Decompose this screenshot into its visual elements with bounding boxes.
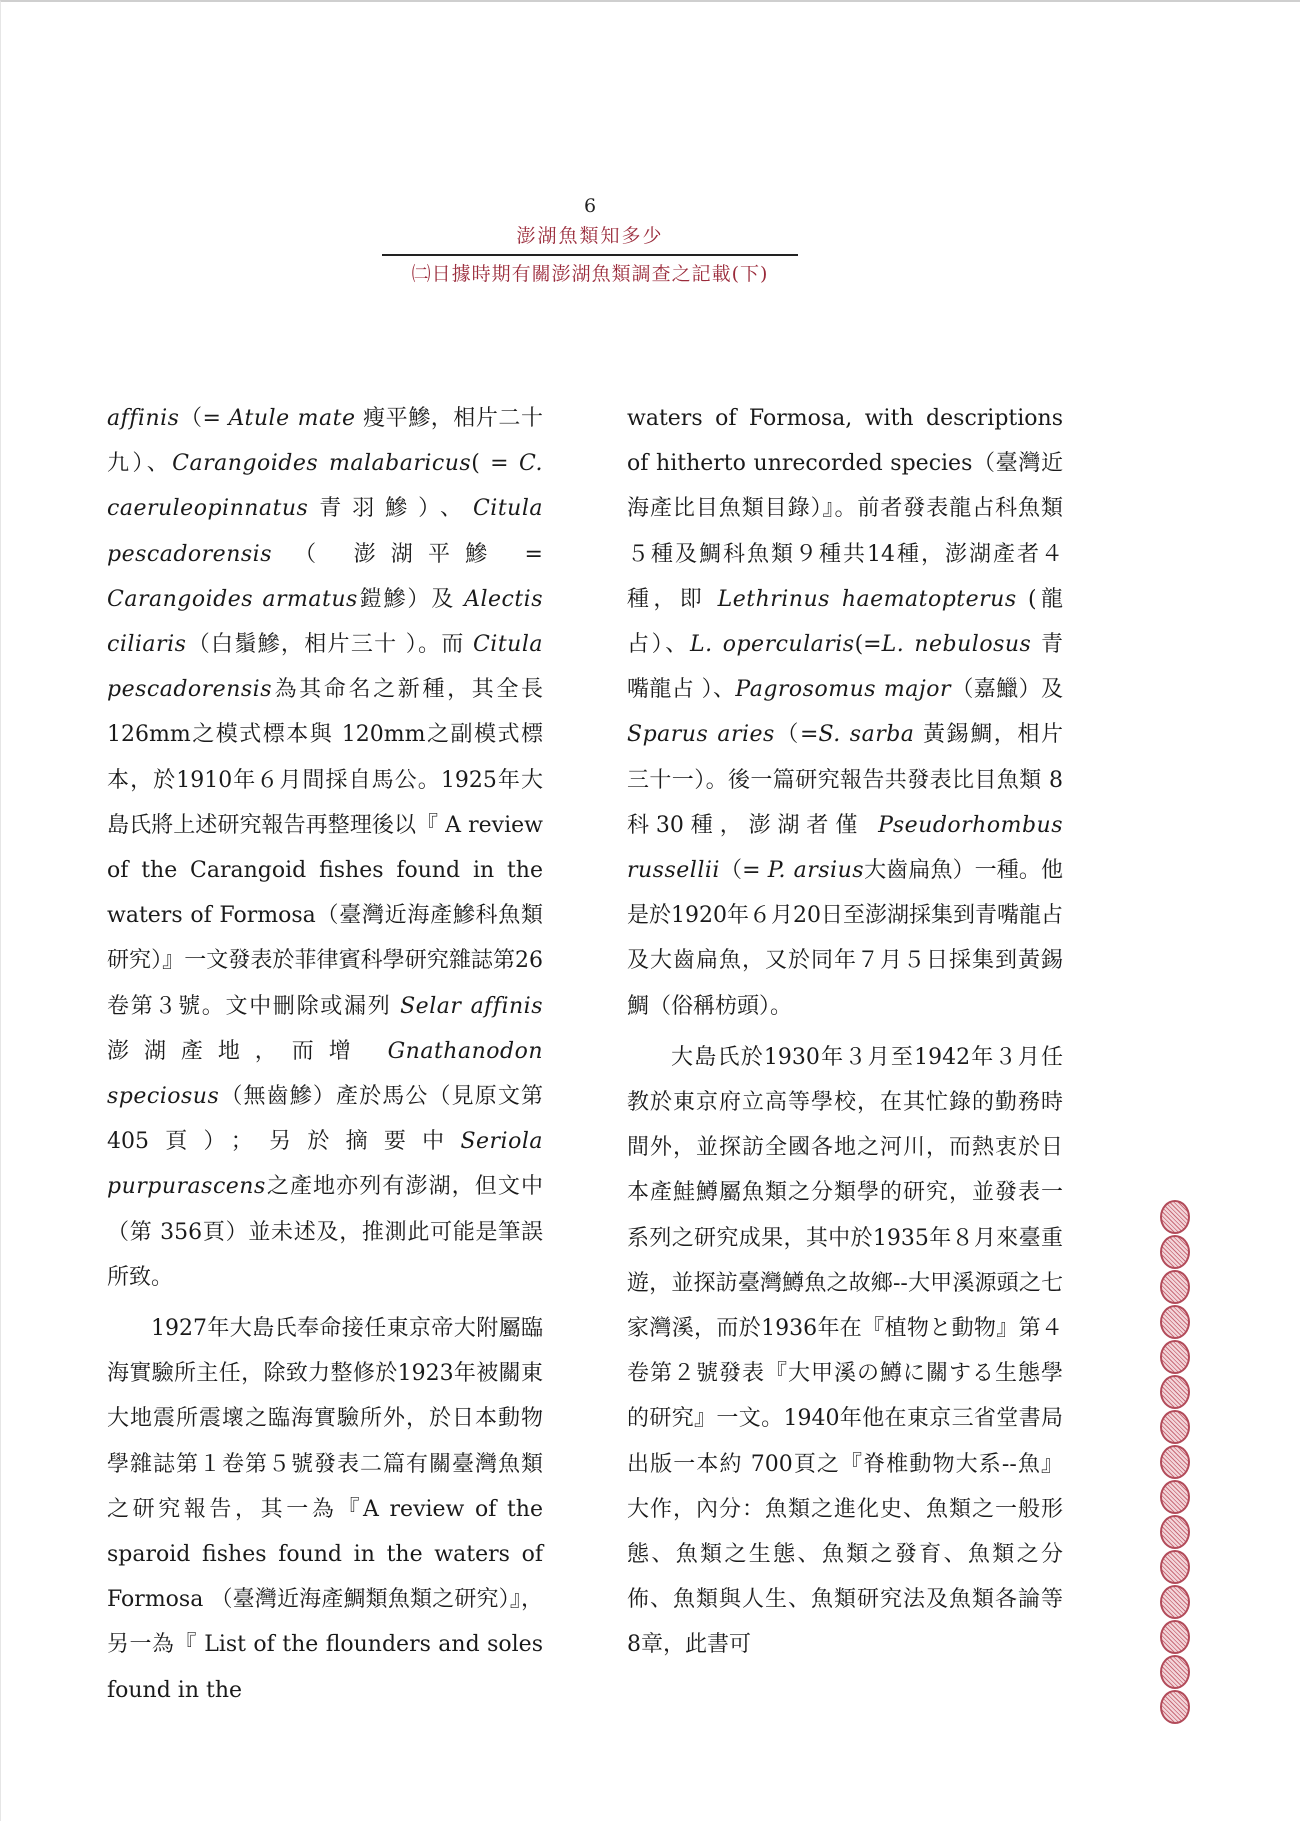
species-name: affinis xyxy=(107,406,180,431)
text-run: （無齒鰺）產於馬公（見原文第 405頁）；另於摘要中 xyxy=(107,1084,543,1155)
species-name: Carangoides armatus xyxy=(107,586,358,612)
species-name: C. caeruleopinnatus xyxy=(107,451,543,522)
seal-icon xyxy=(1160,1235,1190,1269)
species-name: L. nebulosus xyxy=(881,632,1032,658)
species-name: Sparus aries xyxy=(627,722,775,748)
seal-icon xyxy=(1160,1200,1190,1234)
header-divider xyxy=(382,254,798,256)
species-name: Alectis ciliaris xyxy=(107,586,543,658)
species-name: Carangoides malabaricus xyxy=(172,451,472,477)
left-column xyxy=(107,396,543,1713)
seal-icon xyxy=(1160,1585,1190,1619)
text-run: waters of Formosa, with descriptions of hitherto unrecorded species（臺灣近海產比目魚類目錄）』。前者發表龍占科魚類５種及鯛科魚類９種共14種，澎湖產者４種，即 xyxy=(627,406,1063,612)
page-header xyxy=(380,192,800,288)
species-name: Selar affinis xyxy=(400,993,543,1019)
book-title: 澎湖魚類知多少 xyxy=(516,225,664,247)
text-run: （= xyxy=(719,858,768,884)
species-name: Pagrosomus major xyxy=(735,677,951,703)
paragraph xyxy=(107,396,543,1300)
text-run: 之產地亦列有澎湖，但文中（第 356頁）並未述及，推測此可能是筆誤所致。 xyxy=(107,1174,543,1290)
text-run: （白鬚鰺，相片三十 ）。而 xyxy=(186,632,473,658)
text-run: （ 澎湖平鰺 = xyxy=(271,541,543,567)
text-run: （嘉鱲）及 xyxy=(951,677,1063,703)
seal-icon xyxy=(1160,1445,1190,1479)
text-run: （= xyxy=(774,722,819,748)
species-name: Seriola purpurascens xyxy=(107,1129,543,1200)
species-name: Gnathanodon speciosus xyxy=(107,1038,543,1110)
section-title: ㈡日據時期有關澎湖魚類調查之記載(下) xyxy=(411,263,769,285)
right-column xyxy=(627,396,1063,1668)
text-run: ( = xyxy=(471,451,519,477)
species-name: S. sarba xyxy=(818,722,915,748)
species-name: L. opercularis xyxy=(689,632,855,658)
seal-stamp-strip xyxy=(1160,1200,1194,1725)
species-name: Atule mate xyxy=(228,406,356,431)
seal-icon xyxy=(1160,1655,1190,1689)
text-run: 黃錫鯛，相片三十一）。後一篇研究報告共發表比目魚類 8科30種，澎湖者僅 xyxy=(627,722,1063,838)
species-name: P. arsius xyxy=(767,858,865,884)
species-name: Citula pescadorensis xyxy=(107,496,543,567)
seal-icon xyxy=(1160,1375,1190,1409)
text-run: 瘦平鰺，相片二十九）、 xyxy=(107,406,543,477)
seal-icon xyxy=(1160,1550,1190,1584)
text-run: （= xyxy=(179,406,229,431)
text-run: 青嘴龍占 ）、 xyxy=(627,632,1063,703)
text-run: 為其命名之新種，其全長 126mm之模式標本與 120mm之副模式標本，於1910年６月間採自馬公。1925年大島氏將上述研究報告再整理後以『 A review of the Carangoid fishes found in the waters of Formosa（臺灣近海產鰺科魚類研究）』一文發表於菲律賓科學研究雜誌第26卷第３號。文中刪除或漏列 xyxy=(107,677,543,1019)
seal-icon xyxy=(1160,1305,1190,1339)
page-number: 6 xyxy=(583,195,597,217)
text-run: 1927年大島氏奉命接任東京帝大附屬臨海實驗所主任，除致力整修於1923年被關東大地震所震壞之臨海實驗所外，於日本動物學雜誌第１卷第５號發表二篇有關臺灣魚類之研究報告，其一為『A review of the sparoid fishes found in the waters of Formosa （臺灣近海產鯛類魚類之研究）』，另一為『 List of the flounders and soles found in the xyxy=(107,1316,543,1703)
text-run: 澎湖產地，而增 xyxy=(107,1038,388,1064)
seal-icon xyxy=(1160,1480,1190,1514)
text-run: 鎧鰺）及 xyxy=(357,586,465,612)
species-name: Pseudorhombus russellii xyxy=(627,812,1063,884)
paragraph xyxy=(627,396,1063,1029)
seal-icon xyxy=(1160,1340,1190,1374)
seal-icon xyxy=(1160,1515,1190,1549)
paragraph xyxy=(627,1035,1063,1668)
seal-icon xyxy=(1160,1690,1190,1724)
text-run: 青羽鰺）、 xyxy=(308,496,473,522)
species-name: Lethrinus haematopterus xyxy=(717,586,1017,612)
text-run: (龍占）、 xyxy=(627,586,1064,658)
text-run: (= xyxy=(854,632,882,658)
text-run: 大齒扁魚）一種。他是於1920年６月20日至澎湖採集到青嘴龍占及大齒扁魚，又於同年７月５日採集到黃錫鯛（俗稱枋頭）。 xyxy=(627,858,1063,1019)
paragraph xyxy=(107,1306,543,1713)
seal-icon xyxy=(1160,1270,1190,1304)
text-run: 大島氏於1930年３月至1942年３月任教於東京府立高等學校，在其忙錄的勤務時間外，並探訪全國各地之河川，而熱衷於日本產鮭鱒屬魚類之分類學的研究，並發表一系列之研究成果，其中於1935年８月來臺重遊，並探訪臺灣鱒魚之故鄉--大甲溪源頭之七家灣溪，而於1936年在『植物と動物』第４卷第２號發表『大甲溪の鱒に關する生態學的研究』一文。1940年他在東京三省堂書局出版一本約 700頁之『脊椎動物大系--魚』大作，內分：魚類之進化史、魚類之一般形態、魚類之生態、魚類之發育、魚類之分佈、魚類與人生、魚類研究法及魚類各論等 8章，此書可 xyxy=(627,1044,1063,1658)
seal-icon xyxy=(1160,1620,1190,1654)
species-name: Citula pescadorensis xyxy=(107,632,543,703)
seal-icon xyxy=(1160,1410,1190,1444)
